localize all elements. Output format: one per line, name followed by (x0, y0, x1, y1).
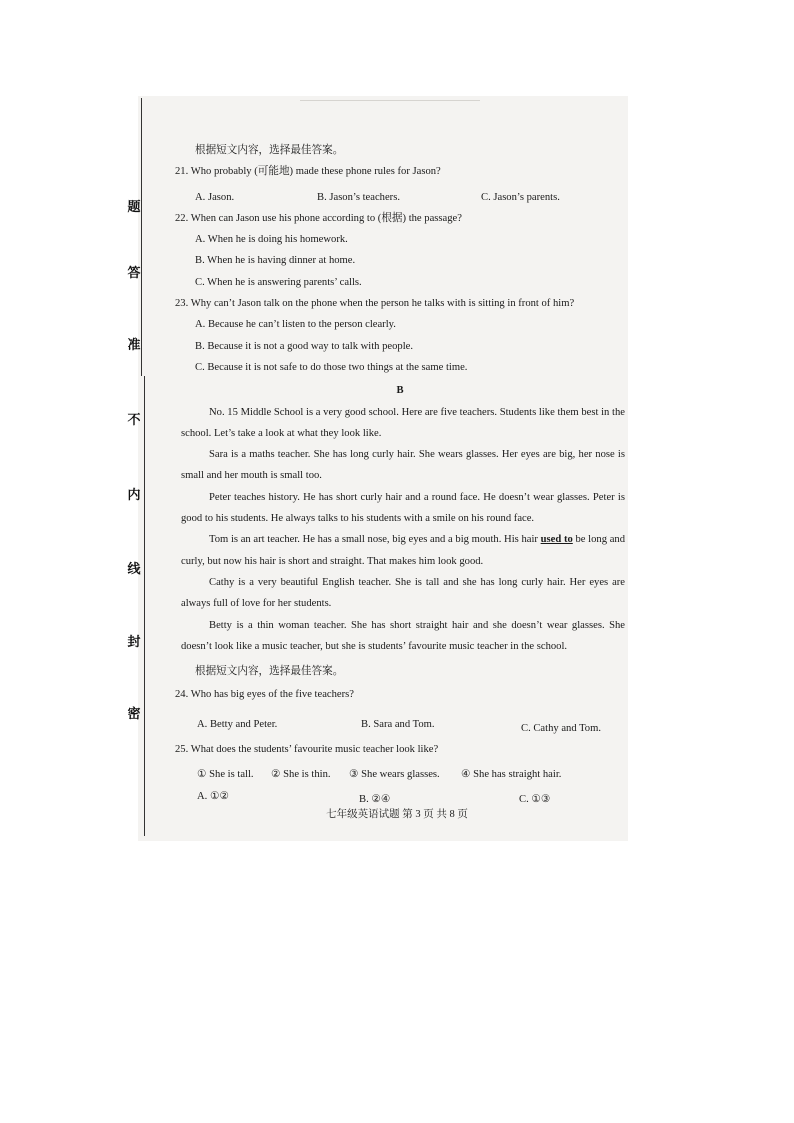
q24-option-a: A. Betty and Peter. (197, 718, 278, 730)
q21-option-a: A. Jason. (195, 191, 235, 203)
p4-underlined-phrase: used to (540, 534, 573, 546)
question-22-stem: 22. When can Jason use his phone according to (根据) the passage? (175, 212, 462, 224)
question-25-stem: 25. What does the students’ favourite music teacher look like? (175, 744, 439, 756)
p4-text-before: Tom is an art teacher. He has a small nose, big eyes and a big mouth. His hair (209, 534, 541, 546)
passage-paragraph-6: Betty is a thin woman teacher. She has short straight hair and she doesn’t wear glasses. She doesn’t look like a music teacher, but she is students’ favourite music teacher in the school. (181, 619, 625, 652)
question-25-statements (175, 764, 625, 785)
q21-option-c: C. Jason’s parents. (481, 191, 560, 203)
section-b-instruction: 根据短文内容，选择最佳答案。 (195, 666, 344, 678)
question-25-options (175, 786, 625, 807)
q22-option-a: A. When he is doing his homework. (195, 234, 348, 246)
faint-header-bleed (300, 100, 480, 111)
seal-char-2: 答 (127, 265, 141, 280)
section-b-label: B (396, 385, 404, 397)
q25-statement-2: ② She is thin. (271, 769, 331, 781)
p4-text-after: be long and curly, but now his hair is short and straight. That makes him look good. (181, 534, 625, 567)
q22-option-b: B. When he is having dinner at home. (195, 255, 356, 267)
question-21-stem: 21. Who probably (可能地) made these phone rules for Jason? (175, 166, 441, 178)
q21-option-b: B. Jason’s teachers. (317, 191, 400, 203)
q25-statement-4: ④ She has straight hair. (461, 769, 562, 781)
exam-content (175, 140, 625, 807)
seal-char-7: 封 (127, 634, 141, 649)
q25-option-c: C. ①③ (519, 793, 551, 805)
q23-option-a: A. Because he can’t listen to the person clearly. (195, 319, 396, 331)
q23-option-b: B. Because it is not a good way to talk with people. (195, 340, 414, 352)
question-23-stem: 23. Why can’t Jason talk on the phone when the person he talks with is sitting in front of him? (175, 298, 575, 310)
seal-char-3: 准 (127, 337, 141, 352)
q25-option-a: A. ①② (197, 790, 229, 802)
q25-statement-3: ③ She wears glasses. (349, 769, 440, 781)
q25-statement-1: ① She is tall. (197, 769, 254, 781)
seal-char-8: 密 (127, 706, 141, 721)
q24-option-b: B. Sara and Tom. (361, 718, 435, 730)
q23-option-c: C. Because it is not safe to do those two things at the same time. (195, 361, 468, 373)
q22-option-c: C. When he is answering parents’ calls. (195, 276, 362, 288)
question-24-stem: 24. Who has big eyes of the five teachers? (175, 689, 354, 701)
seal-char-4: 不 (127, 412, 141, 427)
section-a-instruction: 根据短文内容，选择最佳答案。 (195, 145, 344, 156)
passage-paragraph-5: Cathy is a very beautiful English teacher. She is tall and she has long curly hair. Her eyes are always full of love for her students. (181, 576, 625, 610)
seal-char-1: 题 (127, 199, 141, 214)
binding-line-bottom (144, 376, 145, 836)
passage-paragraph-3: Peter teaches history. He has short curly hair and a round face. He doesn’t wear glasses. Peter is good to his students. He always talks to his students with a smile on his round face. (181, 491, 625, 525)
question-21-options (175, 187, 625, 208)
q25-option-b: B. ②④ (359, 793, 391, 805)
page-footer: 七年级英语试题 第 3 页 共 8 页 (326, 809, 468, 820)
passage-paragraph-1: No. 15 Middle School is a very good school. Here are five teachers. Students like them best in the school. Let’s take a look at what they look like. (181, 406, 625, 439)
q24-option-c: C. Cathy and Tom. (521, 722, 601, 734)
seal-char-5: 内 (127, 487, 141, 502)
seal-char-6: 线 (127, 561, 141, 576)
question-24-options (175, 714, 625, 735)
passage-paragraph-4 (175, 529, 625, 572)
passage-paragraph-2: Sara is a maths teacher. She has long curly hair. She wears glasses. Her eyes are big, her nose is small and her mouth is small too. (181, 449, 625, 482)
